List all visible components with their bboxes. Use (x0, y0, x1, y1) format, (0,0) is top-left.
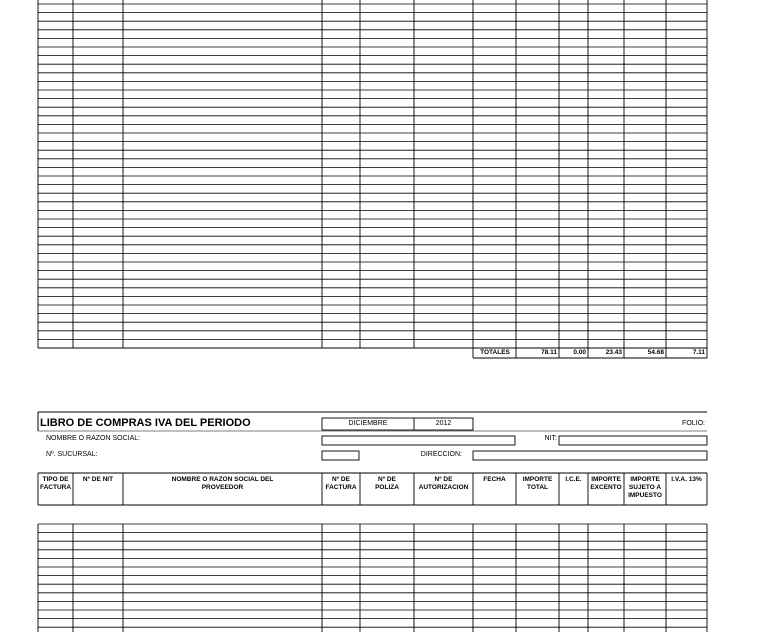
address-box (473, 451, 707, 460)
month-field[interactable]: DICIEMBRE (348, 420, 388, 427)
address-label: DIRECCION: (420, 451, 462, 458)
col-header-ice: I.C.E. (565, 476, 582, 483)
col-header-nit: Nº DE NIT (82, 476, 114, 483)
col-header-importe-excento: IMPORTE EXCENTO (590, 476, 622, 491)
branch-box (322, 451, 359, 460)
col-header-tipo-factura: TIPO DE FACTURA (39, 476, 72, 491)
col-header-factura: Nº DE FACTURA (325, 476, 357, 491)
branch-label: Nº. SUCURSAL: (46, 451, 98, 458)
nit-label: NIT: (544, 435, 557, 442)
year-field[interactable]: 2012 (435, 420, 452, 427)
col-header-proveedor: NOMBRE O RAZON SOCIAL DEL PROVEEDOR (171, 476, 274, 491)
name-box (322, 436, 515, 445)
form-title: LIBRO DE COMPRAS IVA DEL PERIODO (40, 417, 251, 429)
nit-box (559, 436, 707, 445)
name-label: NOMBRE O RAZON SOCIAL: (46, 435, 141, 442)
folio-label: FOLIO: (682, 420, 705, 427)
total-importe-sujeto: 54.68 (647, 349, 664, 356)
col-header-fecha: FECHA (483, 476, 506, 483)
col-header-importe-sujeto: IMPORTE SUJETO A IMPUESTO (628, 476, 662, 499)
col-header-importe-total: IMPORTE TOTAL (522, 476, 553, 491)
total-importe-excento: 23.43 (605, 349, 622, 356)
col-header-iva: I.V.A. 13% (671, 476, 702, 483)
col-header-autorizacion: Nº DE AUTORIZACION (418, 476, 469, 491)
total-importe-total: 78.11 (541, 349, 557, 356)
total-ice: 0.00 (573, 349, 586, 356)
col-header-poliza: Nº DE POLIZA (375, 476, 399, 491)
total-iva: 7.11 (692, 349, 705, 356)
totals-label: TOTALES (480, 349, 510, 356)
